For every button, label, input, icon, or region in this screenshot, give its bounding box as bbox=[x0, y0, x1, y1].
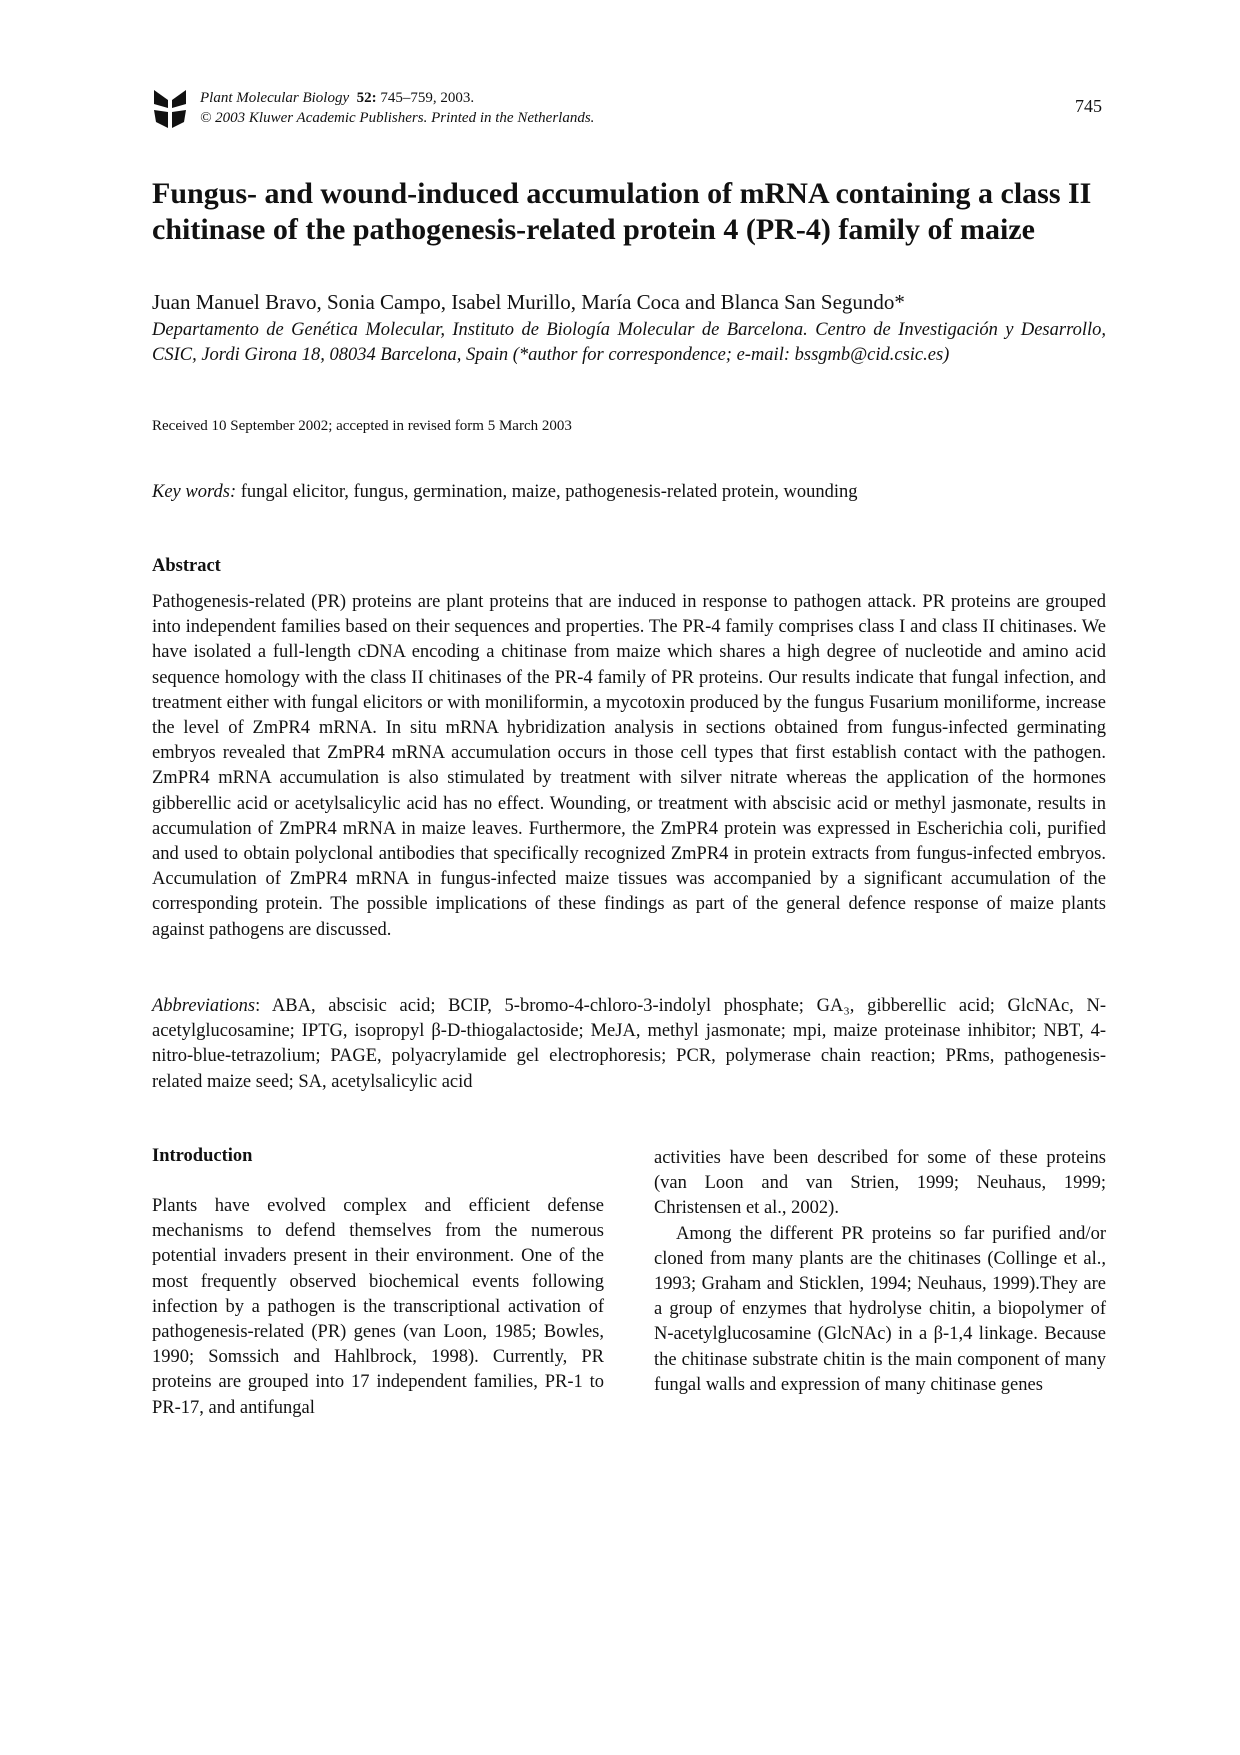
intro-right-column bbox=[654, 1146, 1106, 1398]
keywords-label: Key words: bbox=[152, 482, 237, 502]
introduction-heading: Introduction bbox=[152, 1146, 253, 1166]
publisher-logo bbox=[152, 88, 188, 130]
journal-volume: 52: bbox=[356, 90, 377, 106]
intro-paragraph-1-continued: activities have been described for some of these proteins (van Loon and van Strien, 1999; Neuhaus, 1999; Christensen et al., 2002). bbox=[654, 1148, 1106, 1219]
abstract-text: Pathogenesis-related (PR) proteins are plant proteins that are induced in response to pathogen attack. PR proteins are grouped into independent families based on their sequences and properties. The PR-4 family comprises class I and class II chitinases. We have isolated a full-length cDNA encoding a chitinase from maize which shares a high degree of nucleotide and amino acid sequence homology with the class II chitinases of the PR-4 family of PR proteins. Our results indicate that fungal infection, and treatment either with fungal elicitors or with moniliformin, a mycotoxin produced by the fungus Fusarium moniliforme, increase the level of ZmPR4 mRNA. In situ mRNA hybridization analysis in sections obtained from fungus-infected germinating embryos revealed that ZmPR4 mRNA accumulation occurs in those cell types that first establish contact with the pathogen. ZmPR4 mRNA accumulation is also stimulated by treatment with silver nitrate whereas the application of the hormones gibberellic acid or acetylsalicylic acid has no effect. Wounding, or treatment with abscisic acid or methyl jasmonate, results in accumulation of ZmPR4 mRNA in maize leaves. Furthermore, the ZmPR4 protein was expressed in Escherichia coli, purified and used to obtain polyclonal antibodies that specifically recognized ZmPR4 in protein extracts from fungus-infected embryos. Accumulation of ZmPR4 mRNA in fungus-infected maize tissues was accompanied by a significant accumulation of the corresponding protein. The possible implications of these findings as part of the general defence response of maize plants against pathogens are discussed. bbox=[152, 592, 1106, 940]
keywords bbox=[152, 482, 1106, 503]
abstract-heading: Abstract bbox=[152, 556, 221, 576]
journal-name: Plant Molecular Biology bbox=[200, 90, 350, 106]
keywords-text: fungal elicitor, fungus, germination, maize, pathogenesis-related protein, wounding bbox=[236, 482, 858, 502]
received-dates: Received 10 September 2002; accepted in revised form 5 March 2003 bbox=[152, 418, 572, 434]
paper-title: Fungus- and wound-induced accumulation of mRNA containing a class II chitinase of the pathogenesis-related protein 4 (PR-4) family of maize bbox=[152, 177, 1092, 246]
intro-paragraph-2: Among the different PR proteins so far purified and/or cloned from many plants are the chitinases (Collinge et al., 1993; Graham and Sticklen, 1994; Neuhaus, 1999).They are a group of enzymes that hydrolyse chitin, a biopolymer of N-acetylglucosamine (GlcNAc) in a β-1,4 linkage. Because the chitinase substrate chitin is the main component of many fungal walls and expression of many chitinase genes bbox=[654, 1223, 1106, 1395]
abbreviations-label: Abbreviations bbox=[152, 996, 256, 1016]
journal-pages: 745–759, 2003. bbox=[380, 90, 475, 106]
abbreviations-text: : ABA, abscisic acid; BCIP, 5-bromo-4-chloro-3-indolyl phosphate; GA₃, gibberellic acid; GlcNAc, N-acetylglucosamine; IPTG, isopropyl β-D-thiogalactoside; MeJA, methyl jasmonate; mpi, maize proteinase inhibitor; NBT, 4-nitro-blue-tetrazolium; PAGE, polyacrylamide gel electrophoresis; PCR, polymerase chain reaction; PRms, pathogenesis- related maize seed; SA, acetylsalicylic acid bbox=[152, 996, 1106, 1092]
copyright: © 2003 Kluwer Academic Publishers. Printed in the Netherlands. bbox=[200, 110, 595, 126]
intro-paragraph-1: Plants have evolved complex and efficient defense mechanisms to defend themselves from the numerous potential invaders present in their environment. One of the most frequently observed biochemical events following infection by a pathogen is the transcriptional activation of pathogenesis-related (PR) genes (van Loon, 1985; Bowles, 1990; Somssich and Hahlbrock, 1998). Currently, PR proteins are grouped into 17 independent families, PR-1 to PR-17, and antifungal bbox=[152, 1196, 604, 1418]
authors: Juan Manuel Bravo, Sonia Campo, Isabel Murillo, María Coca and Blanca San Segundo* bbox=[152, 290, 905, 314]
page-number: 745 bbox=[1075, 96, 1102, 116]
journal-header bbox=[200, 88, 594, 128]
affiliation: Departamento de Genética Molecular, Instituto de Biología Molecular de Barcelona. Centro de Investigación y Desarrollo, CSIC, Jordi Girona 18, 08034 Barcelona, Spain (*author for correspondence; e-mail: bssgmb@cid.csic.es) bbox=[152, 320, 1106, 365]
abbreviations bbox=[152, 994, 1106, 1095]
